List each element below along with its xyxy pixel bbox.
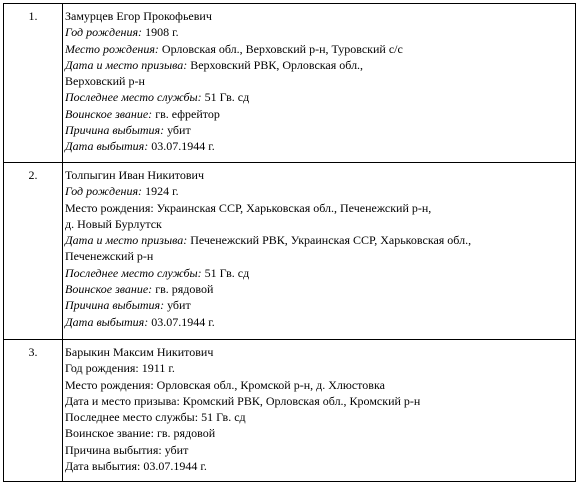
field-line <box>65 297 575 313</box>
record-number: 2. <box>4 163 63 340</box>
field-value: д. Новый Бурлутск <box>65 216 162 231</box>
field-value: гв. рядовой <box>156 426 216 441</box>
field-line <box>65 106 575 122</box>
field-label: Год рождения: <box>65 184 143 199</box>
field-label: Дата выбытия: <box>65 139 149 154</box>
field-value: Орловская обл., Верховский р-н, Туровский с/с <box>161 41 403 56</box>
field-line <box>65 57 575 73</box>
record-details <box>63 340 576 482</box>
field-label: Причина выбытия: <box>65 298 165 313</box>
field-value: Украинская ССР, Харьковская обл., Печенежский р-н, <box>156 200 432 215</box>
field-line <box>65 183 575 199</box>
field-line <box>65 122 575 138</box>
record-details <box>63 4 576 163</box>
field-label: Год рождения: <box>65 25 143 40</box>
field-line <box>65 89 575 105</box>
field-label: Дата выбытия: <box>65 459 141 474</box>
field-label: Место рождения: <box>65 41 159 56</box>
person-name: Толпыгин Иван Никитович <box>65 168 204 182</box>
field-label: Воинское звание: <box>65 106 153 121</box>
record-row-2 <box>4 163 576 340</box>
record-fields <box>65 24 575 154</box>
field-value: 1908 г. <box>145 25 179 40</box>
field-continuation-line <box>65 73 575 89</box>
field-line <box>65 24 575 40</box>
field-value: 03.07.1944 г. <box>151 314 215 329</box>
field-line <box>65 458 575 474</box>
field-value: гв. рядовой <box>155 282 214 297</box>
record-row-3 <box>4 340 576 482</box>
field-line <box>65 425 575 441</box>
record-number: 1. <box>4 4 63 163</box>
field-value: Верховский РВК, Орловская обл., <box>190 57 364 72</box>
field-label: Последнее место службы: <box>65 90 202 105</box>
person-name: Замурцев Егор Прокофьевич <box>65 9 212 23</box>
field-value: 51 Гв. сд <box>204 265 250 280</box>
field-label: Последнее место службы: <box>65 265 202 280</box>
field-label: Место рождения: <box>65 200 154 215</box>
field-label: Дата и место призыва: <box>65 57 188 72</box>
field-line <box>65 409 575 425</box>
field-value: Орловская обл., Кромской р-н, д. Хлюстовка <box>156 377 385 392</box>
field-line <box>65 200 575 216</box>
field-label: Место рождения: <box>65 377 154 392</box>
field-line <box>65 377 575 393</box>
field-value: убит <box>164 442 189 457</box>
record-row-1 <box>4 4 576 163</box>
field-value: 1924 г. <box>145 184 179 199</box>
field-label: Воинское звание: <box>65 426 154 441</box>
field-label: Дата и место призыва: <box>65 393 180 408</box>
field-value: 51 Гв. сд <box>204 90 250 105</box>
person-name: Барыкин Максим Никитович <box>65 345 214 359</box>
records-table <box>3 3 576 482</box>
field-value: Кромский РВК, Орловская обл., Кромский р-н <box>182 393 421 408</box>
field-continuation-line <box>65 216 575 232</box>
field-line <box>65 41 575 57</box>
field-label: Дата выбытия: <box>65 314 149 329</box>
field-value: 51 Гв. сд <box>201 410 246 425</box>
field-label: Дата и место призыва: <box>65 233 188 248</box>
field-value: 03.07.1944 г. <box>143 459 207 474</box>
field-value: убит <box>167 123 191 138</box>
field-label: Причина выбытия: <box>65 442 162 457</box>
field-line <box>65 232 575 248</box>
field-line <box>65 314 575 330</box>
field-line <box>65 360 575 376</box>
field-line <box>65 138 575 154</box>
record-fields <box>65 360 575 474</box>
record-details <box>63 163 576 340</box>
field-label: Год рождения: <box>65 361 139 376</box>
field-continuation-line <box>65 248 575 264</box>
field-line <box>65 442 575 458</box>
field-line <box>65 281 575 297</box>
field-value: 03.07.1944 г. <box>151 139 215 154</box>
record-fields <box>65 183 575 330</box>
field-label: Причина выбытия: <box>65 123 165 138</box>
field-label: Воинское звание: <box>65 282 153 297</box>
field-value: Печенежский РВК, Украинская ССР, Харьковская обл., <box>190 233 472 248</box>
field-value: Печенежский р-н <box>65 249 154 264</box>
field-value: гв. ефрейтор <box>155 106 220 121</box>
field-value: 1911 г. <box>141 361 175 376</box>
field-value: убит <box>167 298 191 313</box>
record-number: 3. <box>4 340 63 482</box>
field-label: Последнее место службы: <box>65 410 199 425</box>
field-line <box>65 265 575 281</box>
field-line <box>65 393 575 409</box>
field-value: Верховский р-н <box>65 74 145 89</box>
